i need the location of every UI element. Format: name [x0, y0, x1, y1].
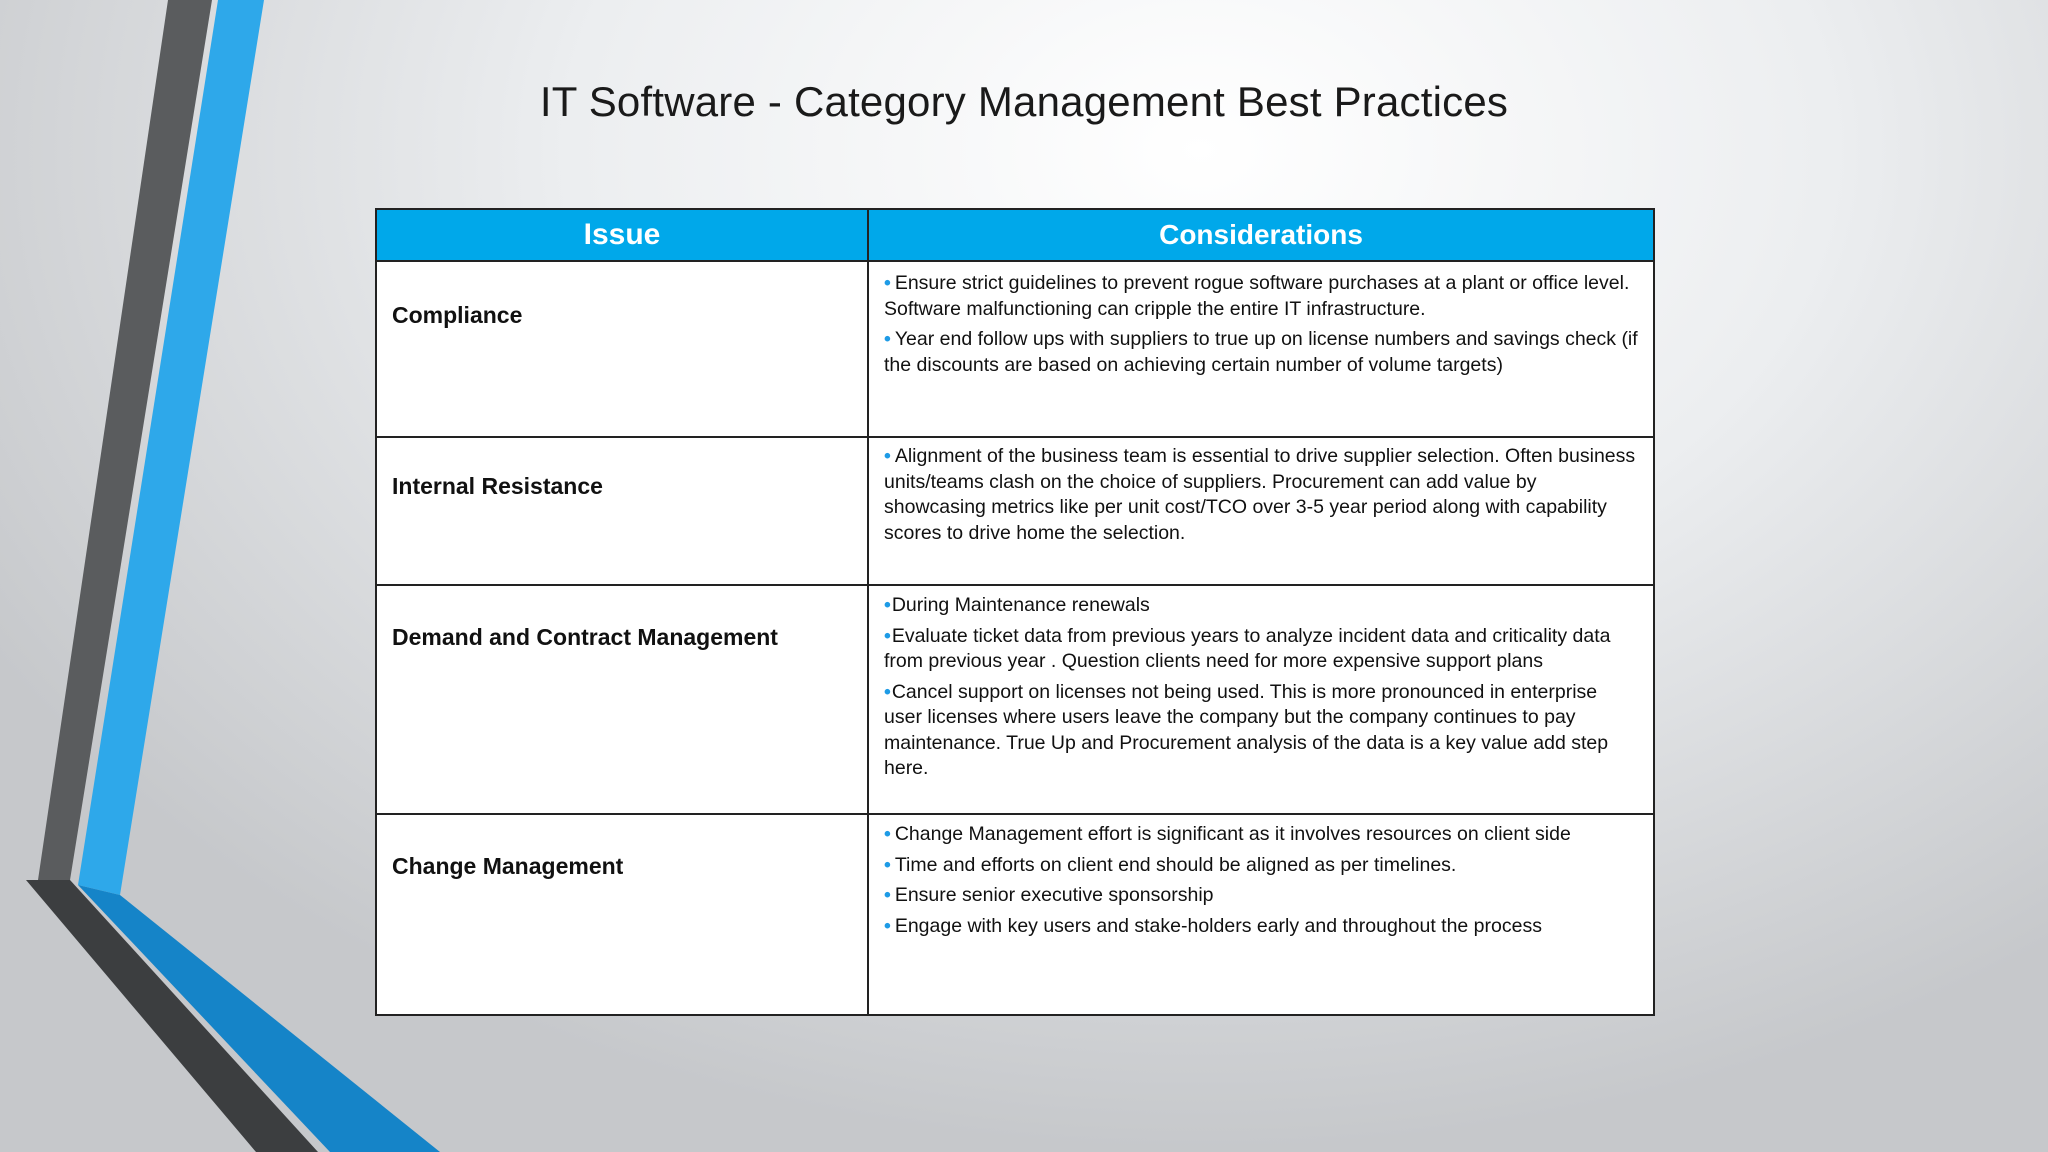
best-practices-table — [375, 208, 1655, 1016]
issue-cell — [377, 438, 869, 584]
header-issue: Issue — [377, 210, 869, 260]
issue-internal-resistance: Internal Resistance — [392, 473, 603, 499]
considerations-cell — [869, 262, 1653, 436]
issue-demand-contract-management: Demand and Contract Management — [392, 624, 778, 650]
bullet-icon: • — [884, 594, 891, 616]
considerations-list — [884, 822, 1638, 939]
list-item: • Engage with key users and stake-holders early and throughout the process — [884, 914, 1542, 937]
list-item: •During Maintenance renewals — [884, 594, 1150, 616]
table-row — [377, 436, 1653, 584]
list-item: • Year end follow ups with suppliers to true up on license numbers and savings check (if the discounts are based on achieving certain number of volume targets) — [884, 328, 1638, 376]
list-item: • Ensure senior executive sponsorship — [884, 884, 1214, 906]
issue-change-management: Change Management — [392, 853, 624, 879]
bullet-icon: • — [884, 914, 891, 937]
bullet-icon: • — [884, 853, 891, 876]
considerations-list — [884, 271, 1638, 378]
bullet-icon: • — [884, 823, 891, 845]
list-item: • Time and efforts on client end should be aligned as per timelines. — [884, 853, 1457, 876]
bullet-icon: • — [884, 445, 891, 467]
considerations-cell — [869, 586, 1653, 813]
bullet-icon: • — [884, 328, 891, 350]
issue-compliance: Compliance — [392, 302, 523, 328]
considerations-list — [884, 593, 1638, 782]
slide-title: IT Software - Category Management Best Practices — [539, 78, 1509, 125]
bullet-icon: • — [884, 884, 891, 906]
list-item: • Change Management effort is significant as it involves resources on client side — [884, 823, 1571, 845]
table-header-row — [377, 210, 1653, 260]
list-item: • Alignment of the business team is essential to drive supplier selection. Often business units/teams clash on the choice of suppliers. Procurement can add value by showcasing metrics like per unit cost/TCO over 3-5 year period along with capability scores to drive home the selection. — [884, 445, 1636, 544]
bullet-icon: • — [884, 272, 891, 294]
considerations-cell — [869, 815, 1653, 1014]
considerations-cell — [869, 438, 1653, 584]
bullet-icon: • — [884, 624, 891, 647]
list-item: •Evaluate ticket data from previous years to analyze incident data and criticality data from previous year . Question clients need for more expensive support plans — [884, 624, 1611, 672]
issue-cell — [377, 815, 869, 1014]
bullet-icon: • — [884, 680, 891, 703]
list-item: •Cancel support on licenses not being used. This is more pronounced in enterprise user licenses where users leave the company but the company continues to pay maintenance. True Up and Procurement analysis of the data is a key value add step here. — [884, 680, 1609, 779]
issue-cell — [377, 586, 869, 813]
table-row — [377, 260, 1653, 436]
table-row — [377, 813, 1653, 1014]
table-row — [377, 584, 1653, 813]
list-item: • Ensure strict guidelines to prevent rogue software purchases at a plant or office level. Software malfunctioning can cripple the entire IT infrastructure. — [884, 272, 1630, 320]
header-considerations: Considerations — [1159, 219, 1363, 250]
considerations-list — [884, 444, 1638, 546]
dark-lower-stripe — [26, 880, 318, 1152]
issue-cell — [377, 262, 869, 436]
